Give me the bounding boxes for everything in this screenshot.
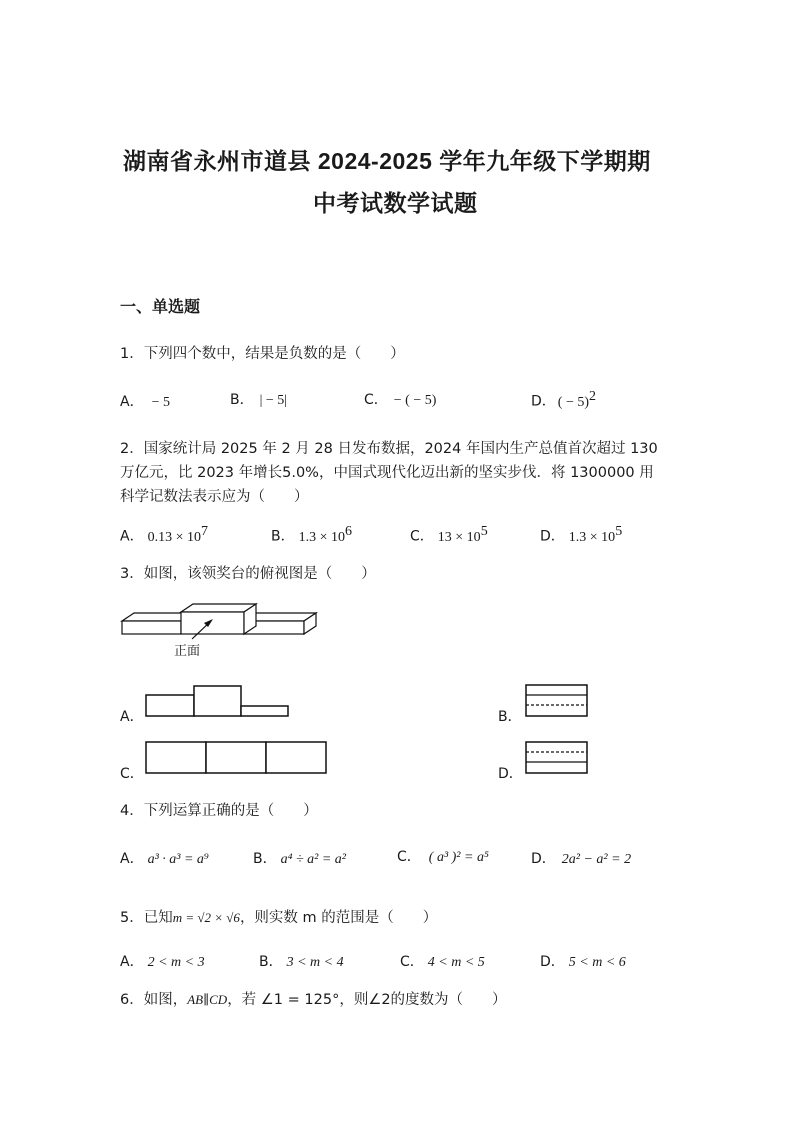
question-1-stem: 1．下列四个数中，结果是负数的是（ ） <box>120 346 405 362</box>
option-value: a⁴ ÷ a² = a² <box>280 852 347 867</box>
q4-option-c[interactable] <box>397 846 489 866</box>
q3-option-d-figure[interactable] <box>525 741 589 775</box>
option-label: D． <box>540 954 565 970</box>
q5-option-d[interactable] <box>540 951 626 971</box>
option-value: ( a³ )² = a⁵ <box>428 850 489 865</box>
option-value: 2a² − a² = 2 <box>561 852 632 867</box>
q4-option-b[interactable] <box>253 848 346 868</box>
option-value: 4 < m < 5 <box>427 955 485 970</box>
podium-figure <box>120 602 320 662</box>
question-5-suffix: ，则实数 m 的范围是（ ） <box>239 910 438 926</box>
option-label: B． <box>253 851 277 867</box>
option-label: D． <box>531 851 556 867</box>
question-3-stem: 3．如图，该领奖台的俯视图是（ ） <box>120 566 376 582</box>
q3-option-d-label: D． <box>498 766 523 782</box>
option-exponent: 2 <box>589 389 597 404</box>
question-5-expression: m = √2 × √6 <box>172 910 240 925</box>
question-6-stem <box>120 988 507 1009</box>
option-exponent: 7 <box>200 524 208 539</box>
q5-option-b[interactable] <box>259 951 344 971</box>
question-6-suffix: ，若 ∠1 = 125°，则∠2的度数为（ ） <box>227 992 507 1008</box>
q1-option-d[interactable] <box>531 389 596 411</box>
option-label: B． <box>259 954 283 970</box>
question-5-prefix: 5．已知 <box>120 910 173 926</box>
q5-option-a[interactable] <box>120 951 205 971</box>
q3-option-c-label: C． <box>120 766 144 782</box>
question-2-line1: 2．国家统计局 2025 年 2 月 28 日发布数据，2024 年国内生产总值首次超过 130 <box>120 441 658 457</box>
option-label: D． <box>531 393 556 410</box>
q1-option-b[interactable] <box>230 389 287 409</box>
option-value: 0.13 × 10 <box>147 529 201 545</box>
option-value: | − 5| <box>259 393 288 408</box>
option-label: C． <box>400 954 424 970</box>
option-value: − 5 <box>151 395 170 410</box>
q5-option-c[interactable] <box>400 951 485 971</box>
q2-option-a[interactable] <box>120 524 208 546</box>
figure-label-front: 正面 <box>174 644 201 659</box>
q1-option-c[interactable] <box>364 389 436 409</box>
question-2-line3: 科学记数法表示应为（ ） <box>120 489 309 505</box>
option-label: A． <box>120 528 144 545</box>
option-value: 3 < m < 4 <box>286 955 344 970</box>
option-label: B． <box>271 528 295 545</box>
question-4-stem: 4．下列运算正确的是（ ） <box>120 803 318 819</box>
section-heading: 一、单选题 <box>120 297 201 316</box>
option-label: C． <box>364 392 388 408</box>
question-2-line2: 万亿元，比 2023 年增长5.0%，中国式现代化迈出新的坚实步伐．将 1300000 用 <box>120 465 654 481</box>
option-value: 1.3 × 10 <box>298 529 346 545</box>
option-exponent: 6 <box>345 524 353 539</box>
q3-option-a-figure[interactable] <box>145 685 290 717</box>
q2-option-b[interactable] <box>271 524 352 546</box>
option-label: D． <box>540 528 565 545</box>
option-value: − ( − 5) <box>393 393 437 408</box>
document-title-line2: 中考试数学试题 <box>313 190 478 216</box>
option-value: 5 < m < 6 <box>568 955 626 970</box>
option-label: A． <box>120 394 144 410</box>
option-label: A． <box>120 954 144 970</box>
q3-option-c-figure[interactable] <box>145 741 329 775</box>
option-value: 2 < m < 3 <box>147 955 205 970</box>
option-value: a³ · a³ = a⁹ <box>147 852 209 867</box>
question-6-expression: AB∥CD <box>187 992 228 1007</box>
option-label: A． <box>120 851 144 867</box>
q2-option-d[interactable] <box>540 524 622 546</box>
option-value: 13 × 10 <box>437 529 481 545</box>
q4-option-d[interactable] <box>531 848 631 868</box>
q3-option-b-figure[interactable] <box>525 684 589 718</box>
option-exponent: 5 <box>615 524 623 539</box>
question-6-prefix: 6．如图， <box>120 992 188 1008</box>
option-value: ( − 5) <box>557 394 590 410</box>
q2-option-c[interactable] <box>410 524 488 546</box>
q3-option-a-label: A． <box>120 709 144 725</box>
option-label: C． <box>397 849 421 865</box>
option-label: C． <box>410 528 434 545</box>
q3-option-b-label: B． <box>498 709 522 725</box>
q4-option-a[interactable] <box>120 848 209 868</box>
option-value: 1.3 × 10 <box>568 529 616 545</box>
q1-option-a[interactable] <box>120 391 170 411</box>
option-label: B． <box>230 392 254 408</box>
option-exponent: 5 <box>480 524 488 539</box>
question-5-stem <box>120 906 437 927</box>
document-title-line1: 湖南省永州市道县 2024-2025 学年九年级下学期期 <box>123 148 651 174</box>
